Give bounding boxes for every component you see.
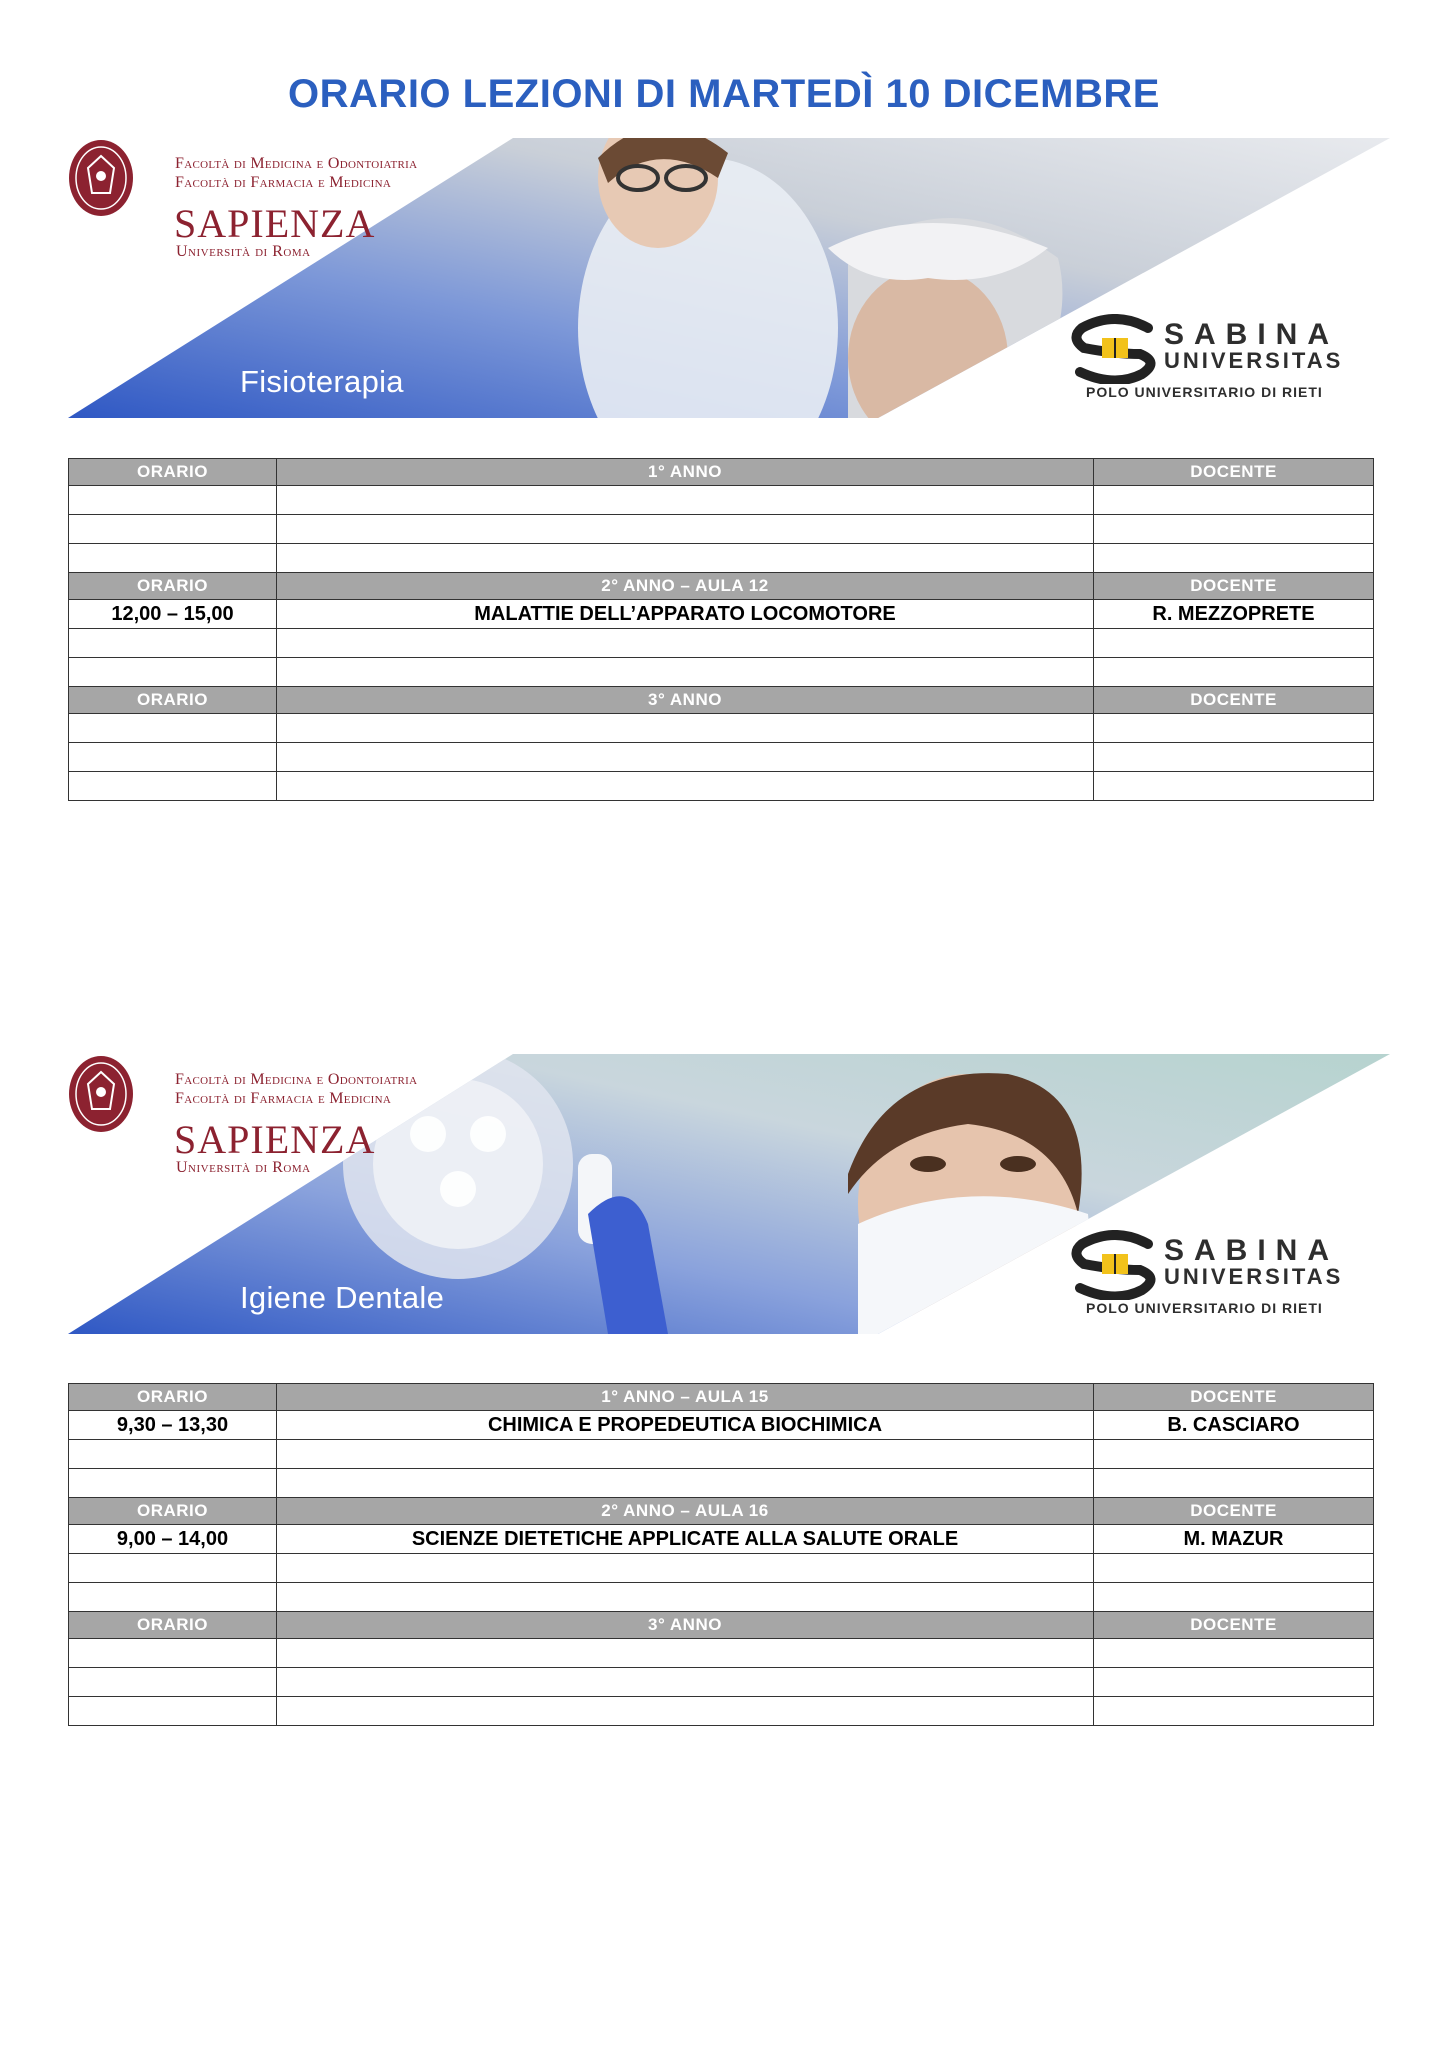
sabina-logo: [1070, 1230, 1370, 1320]
header-orario: ORARIO: [69, 1384, 277, 1411]
header-anno: 3° ANNO: [277, 1612, 1094, 1639]
cell-docente: [1094, 544, 1374, 573]
cell-orario: [69, 1440, 277, 1469]
cell-orario: [69, 743, 277, 772]
cell-lesson: [277, 714, 1094, 743]
cell-lesson: [277, 1668, 1094, 1697]
sabina-logo: [1070, 314, 1370, 404]
course-title: Fisioterapia: [240, 364, 404, 399]
cell-docente: R. MEZZOPRETE: [1094, 600, 1374, 629]
cell-orario: [69, 515, 277, 544]
table-row: [69, 1469, 1374, 1498]
header-orario: ORARIO: [69, 687, 277, 714]
cell-orario: 9,00 – 14,00: [69, 1525, 277, 1554]
sabina-universitas: UNIVERSITAS: [1164, 348, 1344, 373]
table-row: [69, 1554, 1374, 1583]
faculty-line-2: Facoltà di Farmacia e Medicina: [175, 174, 392, 191]
table-header-row: [69, 1612, 1374, 1639]
header-orario: ORARIO: [69, 1612, 277, 1639]
cell-lesson: [277, 1697, 1094, 1726]
page-title: ORARIO LEZIONI DI MARTEDÌ 10 DICEMBRE: [288, 72, 1160, 116]
program-banner-fisioterapia: [68, 138, 1390, 418]
cell-lesson: [277, 1469, 1094, 1498]
header-docente: DOCENTE: [1094, 459, 1374, 486]
sabina-polo: POLO UNIVERSITARIO DI RIETI: [1086, 1300, 1323, 1316]
sabina-polo: POLO UNIVERSITARIO DI RIETI: [1086, 384, 1323, 400]
table-row: [69, 544, 1374, 573]
cell-orario: [69, 486, 277, 515]
cell-docente: [1094, 714, 1374, 743]
table-row: [69, 1411, 1374, 1440]
header-docente: DOCENTE: [1094, 1384, 1374, 1411]
cell-lesson: [277, 515, 1094, 544]
header-docente: DOCENTE: [1094, 573, 1374, 600]
table-row: [69, 600, 1374, 629]
cell-docente: [1094, 486, 1374, 515]
sapienza-name: SAPIENZA: [174, 201, 376, 246]
header-anno: 1° ANNO: [277, 459, 1094, 486]
faculty-names: [175, 1070, 417, 1108]
header-orario: ORARIO: [69, 459, 277, 486]
schedule-table-igiene-dentale: [68, 1383, 1374, 1726]
table-header-row: [69, 573, 1374, 600]
cell-lesson: [277, 1639, 1094, 1668]
cell-orario: [69, 1697, 277, 1726]
sabina-s-icon: [1070, 314, 1160, 384]
faculty-line-1: Facoltà di Medicina e Odontoiatria: [175, 155, 418, 172]
sabina-name: SABINA: [1164, 1234, 1340, 1267]
header-orario: ORARIO: [69, 573, 277, 600]
cell-docente: [1094, 772, 1374, 801]
sabina-s-icon: [1070, 1230, 1160, 1300]
cell-lesson: [277, 658, 1094, 687]
cell-orario: [69, 1583, 277, 1612]
table-row: [69, 486, 1374, 515]
cell-orario: [69, 658, 277, 687]
cell-orario: [69, 714, 277, 743]
cell-lesson: [277, 1554, 1094, 1583]
cell-lesson: MALATTIE DELL’APPARATO LOCOMOTORE: [277, 600, 1094, 629]
sapienza-seal-icon: [68, 1054, 134, 1134]
table-row: [69, 1525, 1374, 1554]
header-anno: 2° ANNO – AULA 16: [277, 1498, 1094, 1525]
cell-orario: [69, 629, 277, 658]
header-anno: 2° ANNO – AULA 12: [277, 573, 1094, 600]
table-header-row: [69, 1384, 1374, 1411]
table-row: [69, 515, 1374, 544]
cell-docente: [1094, 1554, 1374, 1583]
cell-orario: 12,00 – 15,00: [69, 600, 277, 629]
header-docente: DOCENTE: [1094, 687, 1374, 714]
cell-orario: [69, 1554, 277, 1583]
sapienza-subtitle: Università di Roma: [176, 1159, 311, 1176]
cell-docente: B. CASCIARO: [1094, 1411, 1374, 1440]
cell-docente: [1094, 1440, 1374, 1469]
cell-orario: [69, 772, 277, 801]
cell-docente: [1094, 1583, 1374, 1612]
cell-lesson: CHIMICA E PROPEDEUTICA BIOCHIMICA: [277, 1411, 1094, 1440]
cell-lesson: [277, 772, 1094, 801]
cell-orario: [69, 1639, 277, 1668]
course-title: Igiene Dentale: [240, 1280, 445, 1315]
header-docente: DOCENTE: [1094, 1612, 1374, 1639]
table-row: [69, 1697, 1374, 1726]
table-row: [69, 743, 1374, 772]
table-row: [69, 1668, 1374, 1697]
cell-lesson: [277, 1583, 1094, 1612]
cell-docente: M. MAZUR: [1094, 1525, 1374, 1554]
cell-lesson: [277, 629, 1094, 658]
cell-docente: [1094, 1668, 1374, 1697]
cell-orario: [69, 1668, 277, 1697]
cell-orario: [69, 544, 277, 573]
cell-docente: [1094, 743, 1374, 772]
faculty-names: [175, 154, 417, 192]
schedule-table-fisioterapia: [68, 458, 1374, 801]
cell-orario: 9,30 – 13,30: [69, 1411, 277, 1440]
cell-lesson: SCIENZE DIETETICHE APPLICATE ALLA SALUTE ORALE: [277, 1525, 1094, 1554]
faculty-line-1: Facoltà di Medicina e Odontoiatria: [175, 1071, 418, 1088]
table-row: [69, 658, 1374, 687]
cell-docente: [1094, 658, 1374, 687]
cell-docente: [1094, 629, 1374, 658]
sabina-universitas: UNIVERSITAS: [1164, 1264, 1344, 1289]
header-docente: DOCENTE: [1094, 1498, 1374, 1525]
cell-orario: [69, 1469, 277, 1498]
faculty-line-2: Facoltà di Farmacia e Medicina: [175, 1090, 392, 1107]
cell-lesson: [277, 743, 1094, 772]
header-orario: ORARIO: [69, 1498, 277, 1525]
table-row: [69, 714, 1374, 743]
table-row: [69, 1440, 1374, 1469]
sapienza-seal-icon: [68, 138, 134, 218]
table-row: [69, 629, 1374, 658]
cell-docente: [1094, 1469, 1374, 1498]
header-anno: 1° ANNO – AULA 15: [277, 1384, 1094, 1411]
table-row: [69, 772, 1374, 801]
cell-docente: [1094, 1639, 1374, 1668]
table-row: [69, 1583, 1374, 1612]
cell-docente: [1094, 1697, 1374, 1726]
cell-docente: [1094, 515, 1374, 544]
cell-lesson: [277, 486, 1094, 515]
sapienza-name: SAPIENZA: [174, 1117, 376, 1162]
program-banner-igiene-dentale: [68, 1054, 1390, 1334]
header-anno: 3° ANNO: [277, 687, 1094, 714]
table-header-row: [69, 459, 1374, 486]
sabina-name: SABINA: [1164, 318, 1340, 351]
cell-lesson: [277, 1440, 1094, 1469]
cell-lesson: [277, 544, 1094, 573]
sapienza-subtitle: Università di Roma: [176, 243, 311, 260]
table-header-row: [69, 1498, 1374, 1525]
table-row: [69, 1639, 1374, 1668]
table-header-row: [69, 687, 1374, 714]
